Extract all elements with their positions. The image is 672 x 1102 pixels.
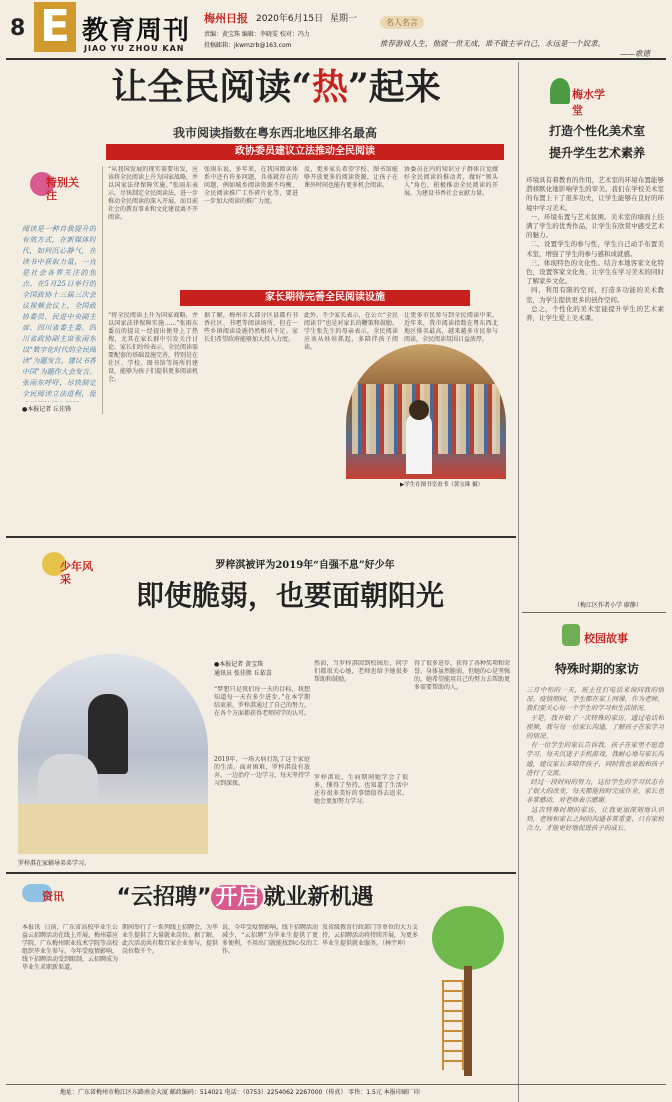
section-title: 教育周刊 [82, 16, 191, 46]
a1-col5: “将全民阅读上升为国家战略，并以国家法律保障实施……”张雨东委员的提议一经提出便登上了热搜，尤其在家长群中引发关注讨论。家长们纷纷表示，全民阅读需要配套的基础设施完善，特别是在社区、学校、图书馆等场所的建设，能够为孩子们提供更多阅读机会。 [108, 312, 198, 383]
a1-col6: 据了解，梅州市大部分区县都有书香社区、书吧等阅读场所，但在一些乡镇阅读设施仍然相对不足。家长们希望政府能够加大投入力度。 [204, 312, 298, 343]
a3-col4: 及省级教育行政部门等单位的大力支持，云招聘活动将持续开展，为更多毕业生提供就业服务。（林宇坤） [322, 924, 418, 947]
section-bar-2: 家长期待完善全民阅读设施 [180, 290, 470, 306]
section-letter: E [34, 2, 76, 52]
girl-figure [88, 694, 128, 774]
article3-title [80, 878, 410, 918]
credits: 责编：黄宝珠 编辑：李晓雯 校对：冯力 [204, 31, 310, 38]
title-part: ”起来 [348, 66, 441, 108]
section-pinyin: JIAO YU ZHOU KAN [84, 44, 185, 53]
a1-col7: 此外，不少家长表示，在公立“全民阅读节”也是对家长的鞭策和鼓励。学生张先生的母亲表示，全民阅读应该从娃娃抓起，多陪伴孩子阅读。 [304, 312, 398, 351]
sidebar-article1-body: 环境具有着教育的作用，艺术室的环境布置能够潜移默化地影响学生的审美。我们在学校美术室的布置上下了很多功夫，让学生能够在良好的环境中学习美术。 一、环境布置与艺术氛围。美术室的墙面上挂满了学生的优秀作品，让学生在欣赏中感受艺术的魅力。 二、设置学生的参与性，学生自己动手布置美术室，增强了学生的参与感和成就感。 三、体现特色的文化性。结合本地客家文化特色，设置客家文化角，让学生在学习美术的同时了解家乡文化。 四、利用有限的空间，打造多功能的美术教室，为学生提供更多的创作空间。 总之，个性化的美术室能提升学生的艺术素养，让学生爱上美术课。 [526, 176, 664, 323]
a1-col4: 协委员在内的知识分子群体自觉做好全民阅读的推动者，做好“领头人”角色，积极推动全民阅读的开展，为建设书香社会贡献力量。 [404, 166, 498, 197]
sidebar-article1-author: （梅江区作者小学 廖静） [574, 602, 642, 609]
quote-author: ——歌德 [620, 49, 650, 58]
title-highlight: 开启 [211, 885, 263, 910]
sidebar-article2-body: 三月中旬的一天，班主任打电话来询问我的情况。疫情期间，学生都在家上网课，作为老师，我们要关心每一个学生的学习和生活情况。 于是，我开始了一次特殊的家访。通过电话和视频，我与每一位家长沟通，了解孩子在家学习的情况。 有一位学生的家长告诉我，孩子在家里不愿意学习，每天沉迷于手机游戏。我耐心地与家长沟通，建议家长多陪伴孩子，同时我也单独和孩子进行了交流。 经过一段时间的努力，这位学生的学习状态有了很大的改变，每天都能按时完成作业。家长也非常感动，对老师表示感谢。 这次特殊时期的家访，让我更加深刻地认识到，老师和家长之间的沟通非常重要，只有家校合力，才能更好地促进孩子的成长。 [526, 686, 664, 833]
article2-title: 即使脆弱，也要面朝阳光 [135, 579, 444, 612]
a1-col8: 让更多市民参与到全民阅读中来，近年来，我市阅读指数在粤东西北地区排名最高，越来越多市民参与阅读，全民阅读氛围日益浓厚。 [404, 312, 498, 343]
a2-col5: 得了很多进步，获得了各种奖项和荣誉。身体虽然脆弱，但她的心是坚强的，她希望能用自己的努力去帮助更多需要帮助的人。 [414, 660, 510, 691]
a3-col1: 本报讯 日前，广东省高校毕业生公益云招聘活动在线上开展，梅州嘉应学院、广东梅州职业技术学院等高校组织毕业生参与。今年受疫情影响，线下招聘活动受到限制，云招聘成为毕业生求职新渠道。 [22, 924, 118, 971]
section-bar-1: 政协委员建议立法推动全民阅读 [106, 144, 504, 160]
a2-col4: 罗梓淇说，生病期间她学会了很多，懂得了坚持，也知道了生活中还有很多美好的事情值得去追求，她会更加努力学习。 [314, 774, 408, 805]
school-icon [562, 624, 580, 646]
article1-byline: ●本报记者 丘佳锋 [22, 406, 72, 413]
header-divider [6, 58, 666, 60]
issue-weekday: 星期一 [330, 14, 358, 24]
student-head [409, 400, 429, 420]
title-part: 就业新机遇 [263, 885, 374, 910]
a2-col1: “梦想只是我们每一天的目标，我想知道每一天有多少进步。”在本学期结束前，罗梓淇通过了自己的努力，在各个方面都获得老师同学的认可。 [214, 686, 310, 717]
ladder [442, 980, 464, 1070]
tree-trunk [464, 966, 472, 1076]
article2-kicker: 罗梓淇被评为2019年“自强不息”好少年 [215, 560, 395, 571]
special-focus-badge [30, 168, 88, 216]
photo-caption-1: ▶学生在图书室看书（黄宝珠 摄） [400, 482, 483, 488]
article2-byline: ●本报记者 黄宝珠 通讯员 张佳胜 丘依喜 [214, 661, 272, 677]
sidebar-article2-title: 特殊时期的家访 [554, 662, 639, 676]
title-part: 让全民阅读“ [111, 66, 312, 108]
a2-col3: 然而，当罗梓淇回到校园后，同学们都很关心她，老师也给予她很多帮助和鼓励。 [314, 660, 408, 683]
article1-lead: 阅读是一种自我提升的有效方式，在新媒体时代，如何沉心静气，在读书中获取力量，一直是社会各界关注的焦点。在5月25日举行的全国政协十三届三次会议视频会议上，全国政协委员、民进中央副主席、四川省委主委、四川省政协副主席张雨东以“数字化时代的全民阅读”为题发言，建议书香中国”为题作大会发言。张雨东呼吁，尽快制定全民阅读立法进程，促 [22, 225, 96, 398]
contact-email: 投稿邮箱：jkwmzrb@163.com [204, 42, 292, 49]
sidebar-tag-1-label: 梅水学堂 [572, 88, 605, 117]
footer-info: 地址：广东省梅州市梅江区东路南金大厦 邮政编码：514021 电话：（0753）2254062 2267000（传真） 零售：1.5元 本报印刷厂印 [60, 1089, 420, 1096]
a2-col2: 2019年，一场大病打乱了这个家庭的生活。面对困难，罗梓淇没有放弃，一边治疗一边学习，每天坚持学习到深夜。 [214, 756, 310, 787]
tree-illustration [420, 900, 516, 1082]
a3-col2: 期间举行了一系列线上招聘会，为毕业生提供了大量就业岗位。据了解，此次活动共有数百家企业参与，提供岗位数千个。 [122, 924, 218, 955]
student-figure [406, 414, 432, 474]
a1-col3: 及，更多家长希望学校、图书馆能够开放更多的阅读资源，让孩子在课外时间也能有更多机会阅读。 [304, 166, 398, 189]
newspaper-name: 梅州日报 [204, 12, 248, 25]
title-hot: 热 [311, 66, 348, 108]
child-photo [18, 654, 208, 854]
title-part: “云招聘” [116, 885, 212, 910]
article1-subtitle: 我市阅读指数在粤东西北地区排名最高 [172, 126, 377, 140]
quote-tag: 名人名言 [380, 16, 424, 29]
issue-date: 2020年6月15日 [256, 14, 324, 24]
a1-col2: 张雨东说，多年来，在我国阅读体系中还有许多问题，具体就存在的问题，例如城乡阅读资源不均衡、全民阅读推广工作碎片化等，要进一步加大阅读的推广力度。 [204, 166, 298, 205]
tree-icon [550, 78, 570, 104]
desk [18, 804, 208, 854]
footer-divider [6, 1084, 666, 1085]
sidebar-rule [518, 62, 519, 1102]
sidebar-divider [522, 612, 666, 613]
a3-col3: 说，今年受疫情影响，线下招聘活动减少，“云招聘”为毕业生提供了更多便利，不用出门就能找到心仪的工作。 [222, 924, 318, 955]
photo-caption-2: 罗梓淇在家辅导弟弟学习。 [18, 860, 91, 867]
article1-title [66, 62, 486, 112]
sidebar-tag-1 [550, 76, 614, 117]
page-number: 8 [10, 16, 26, 41]
tree-crown [432, 906, 504, 970]
famous-quote: 推荐游戏人生，他就一世无成，谁不做主宰自己，永远是一个奴隶。 [380, 39, 605, 48]
column-rule [102, 166, 103, 414]
sidebar-article1-title: 打造个性化美术室 提升学生艺术素养 [548, 124, 645, 160]
article-divider [6, 536, 516, 538]
badge-label: 特别关注 [46, 176, 79, 202]
a1-col1: “从我国发展的现实需要出发，应该将全民阅读上升为国家战略，并以国家法律保障实施。”张雨东表示，尽快制定全民阅读法，进一步推动全民阅读的深入开展，而目前社会的教育事业和文化建设离不开阅读。 [108, 166, 198, 221]
sidebar-tag-2-label: 校园故事 [584, 632, 628, 645]
sidebar-tag-2 [562, 620, 632, 654]
youth-tag-label: 少年风采 [60, 560, 93, 586]
article-divider [6, 872, 516, 874]
info-tag-label: 资讯 [42, 890, 64, 903]
